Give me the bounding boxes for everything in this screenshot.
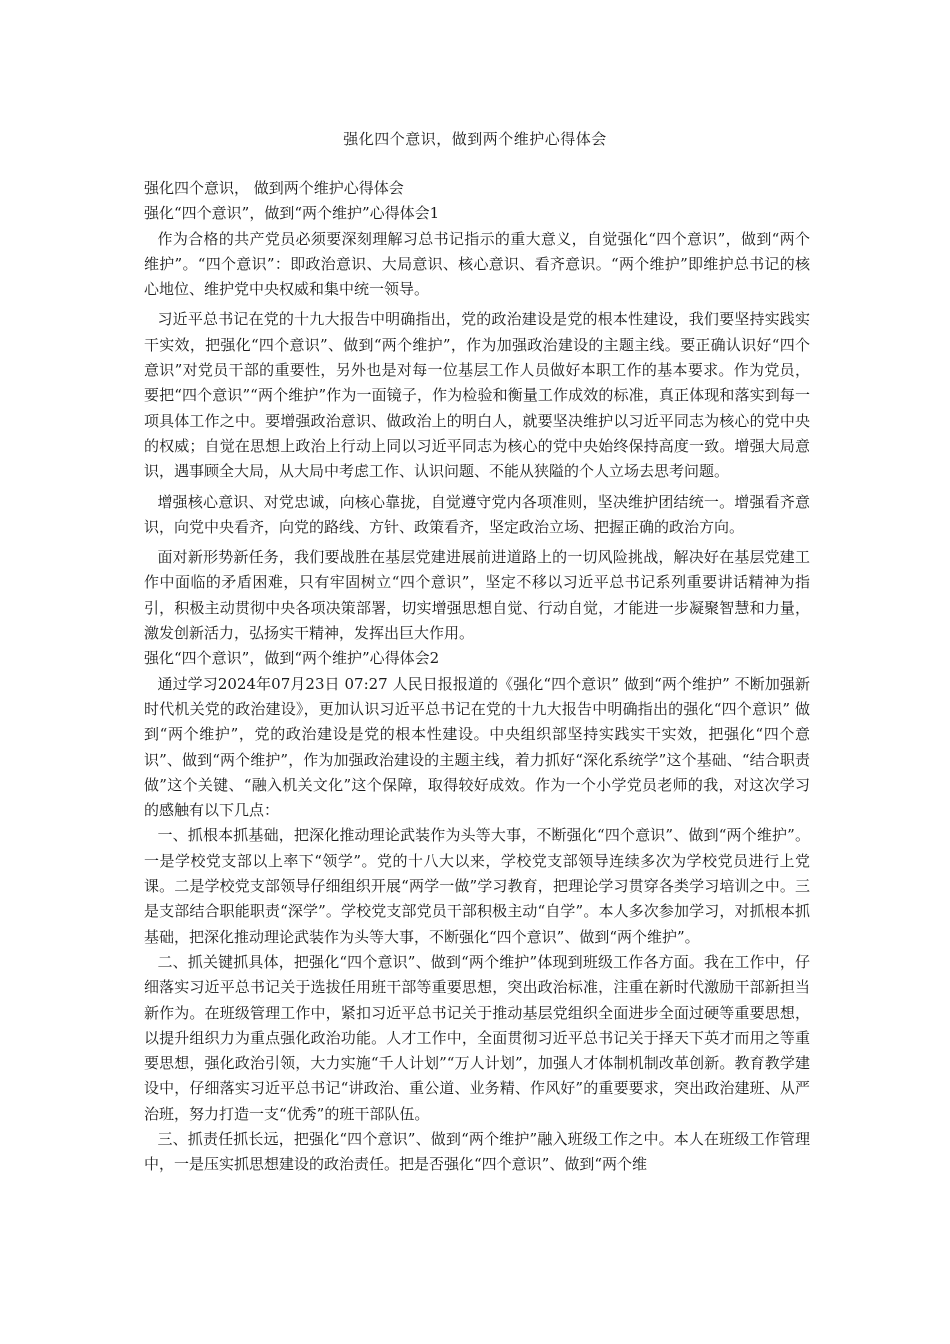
paragraph: 习近平总书记在党的十九大报告中明确指出，党的政治建设是党的根本性建设，我们要坚持实践实干实效，把强化“四个意识”、做到“两个维护”，作为加强政治建设的主题主线。要正确认识好“四个意识”对党员干部的重要性，另外也是对每一位基层工作人员做好本职工作的基本要求。作为党员，要把“四个意识”“两个维护”作为一面镜子，作为检验和衡量工作成效的标准，真正体现和落实到每一项具体工作之中。要增强政治意识、做政治上的明白人，就要坚决维护以习近平同志为核心的党中央的权威；自觉在思想上政治上行动上同以习近平同志为核心的党中央始终保持高度一致。增强大局意识，遇事顾全大局，从大局中考虑工作、认识问题、不能从狭隘的个人立场去思考问题。	[144, 310, 810, 481]
subtitle-heading: 强化四个意识， 做到两个维护心得体会	[144, 179, 404, 197]
paragraph: 通过学习2024年07月23日 07:27 人民日报报道的《强化“四个意识” 做到“两个维护” 不断加强新时代机关党的政治建设》，更加认识习近平总书记在党的十九大报告中明确指出的强化“四个意识” 做到“两个维护”，党的政治建设是党的根本性建设。中央组织部坚持实践实干实效，把强化“四个意识”、做到“两个维护”，作为加强政治建设的主题主线，着力抓好“深化系统学”这个基础、“结合职责做”这个关键、“融入机关文化”这个保障，取得较好成效。作为一个小学党员老师的我，对这次学习的感触有以下几点：	[144, 674, 810, 820]
paragraph: 二、抓关键抓具体，把强化“四个意识”、做到“两个维护”体现到班级工作各方面。我在工作中，仔细落实习近平总书记关于选拔任用班干部等重要思想，突出政治标准，注重在新时代激励干部新担当新作为。在班级管理工作中，紧扣习近平总书记关于推动基层党组织全面进步全面过硬等重要思想，以提升组织力为重点强化政治功能。人才工作中，全面贯彻习近平总书记关于择天下英才而用之等重要思想，强化政治引领，大力实施“千人计划”“万人计划”，加强人才体制机制改革创新。教育教学建设中，仔细落实习近平总书记“讲政治、重公道、业务精、作风好”的重要要求，突出政治建班、从严治班，努力打造一支“优秀”的班干部队伍。	[144, 952, 810, 1123]
paragraph: 增强核心意识、对党忠诚，向核心靠拢，自觉遵守党内各项准则，坚决维护团结统一。增强看齐意识，向党中央看齐，向党的路线、方针、政策看齐，坚定政治立场、把握正确的政治方向。	[144, 492, 810, 536]
document-title: 强化四个意识，做到两个维护心得体会	[343, 130, 607, 148]
section-heading-1: 强化“四个意识”，做到“两个维护”心得体会1	[144, 204, 440, 223]
section-heading-2: 强化“四个意识”，做到“两个维护”心得体会2	[144, 649, 440, 668]
document-body	[144, 176, 810, 1178]
paragraph: 三、抓责任抓长远，把强化“四个意识”、做到“两个维护”融入班级工作之中。本人在班级工作管理中，一是压实抓思想建设的政治责任。把是否强化“四个意识”、做到“两个维	[144, 1129, 810, 1174]
paragraph: 面对新形势新任务，我们要战胜在基层党建进展前进道路上的一切风险挑战，解决好在基层党建工作中面临的矛盾困难，只有牢固树立“四个意识”，坚定不移以习近平总书记系列重要讲话精神为指引，积极主动贯彻中央各项决策部署，切实增强思想自觉、行动自觉，才能进一步凝聚智慧和力量，激发创新活力，弘扬实干精神，发挥出巨大作用。	[144, 548, 810, 643]
paragraph: 一、抓根本抓基础，把深化推动理论武装作为头等大事，不断强化“四个意识”、做到“两个维护”。一是学校党支部以上率下“领学”。党的十八大以来，学校党支部领导连续多次为学校党员进行上党课。二是学校党支部领导仔细组织开展“两学一做”学习教育，把理论学习贯穿各类学习培训之中。三是支部结合职能职责“深学”。学校党支部党员干部积极主动“自学”。本人多次参加学习，对抓根本抓基础，把深化推动理论武装作为头等大事，不断强化“四个意识”、做到“两个维护”。	[144, 826, 810, 946]
paragraph: 作为合格的共产党员必须要深刻理解习总书记指示的重大意义，自觉强化“四个意识”，做到“两个维护”。“四个意识”：即政治意识、大局意识、核心意识、看齐意识。“两个维护”即维护总书记的核心地位、维护党中央权威和集中统一领导。	[144, 229, 810, 299]
